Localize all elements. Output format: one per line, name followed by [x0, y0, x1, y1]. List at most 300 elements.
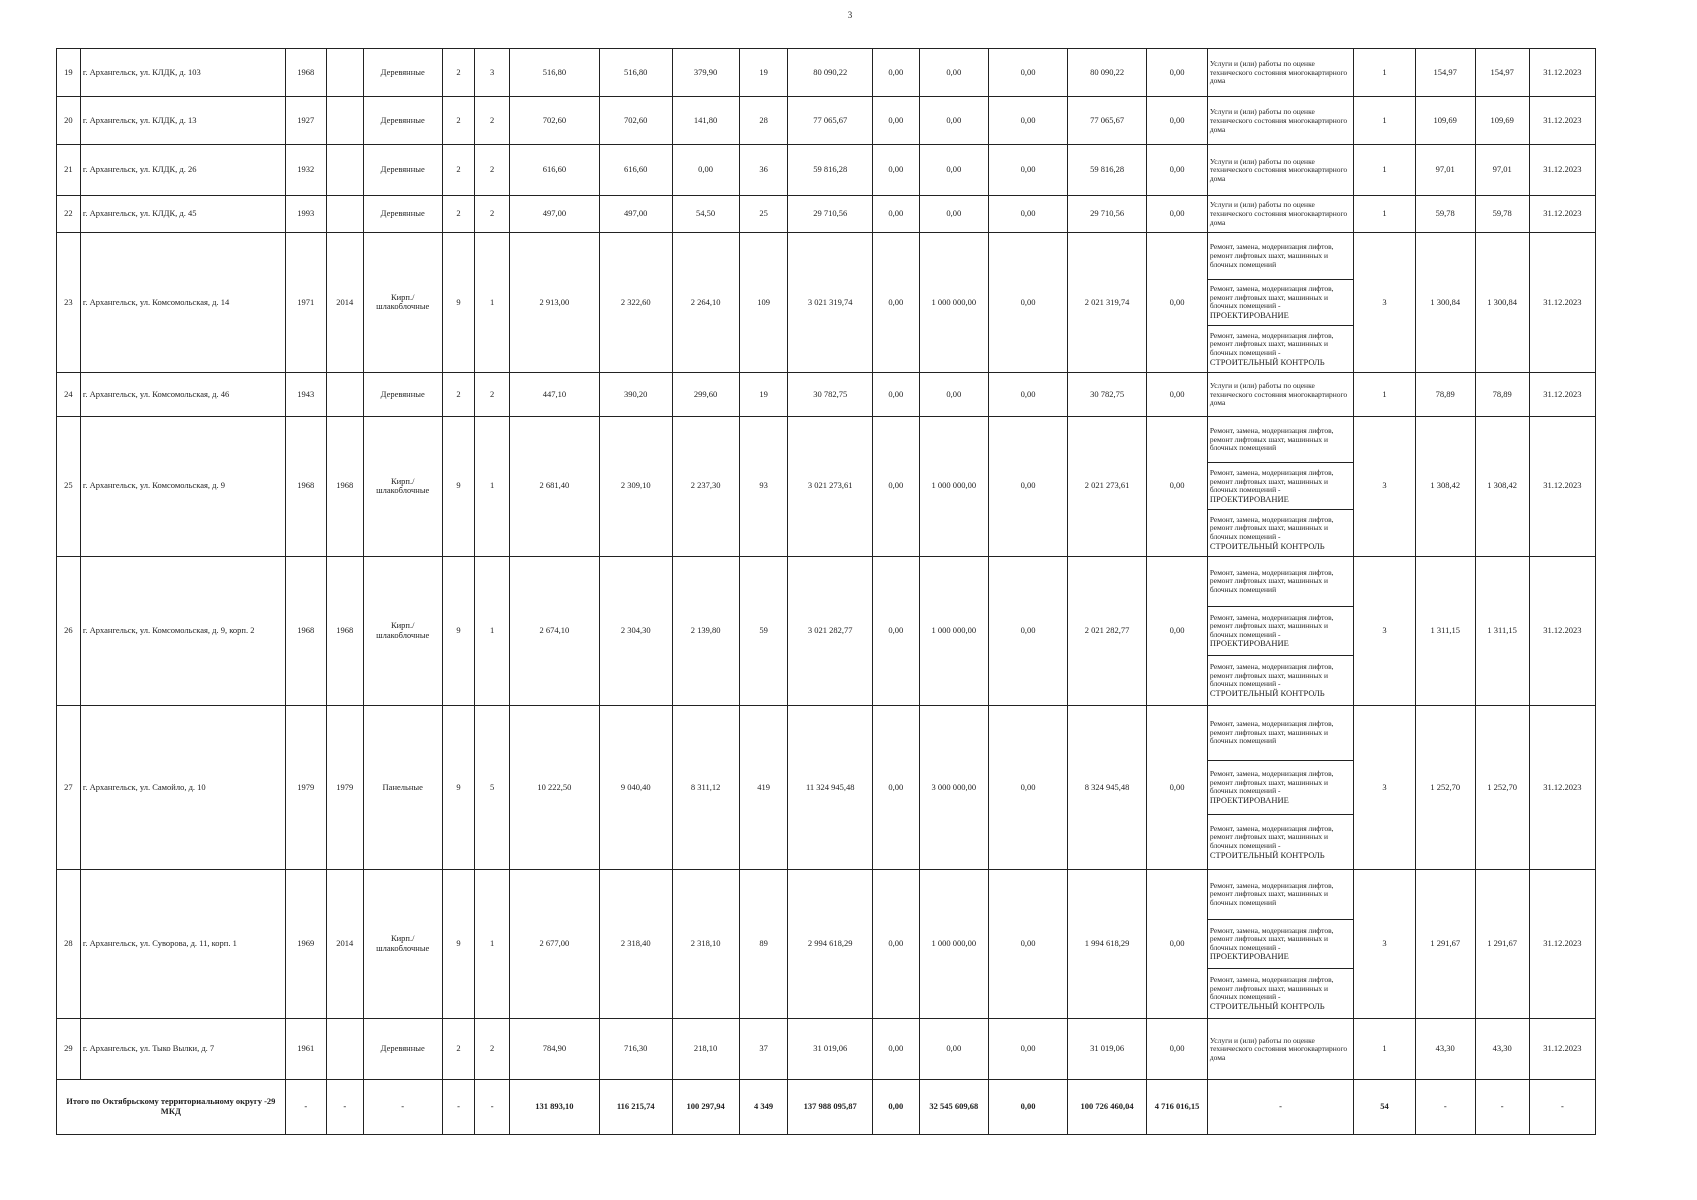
- fund-cell-2: 0,00: [919, 145, 988, 195]
- fund-cell-4: 8 324 945,48: [1068, 705, 1147, 869]
- residential-area-cell: 54,50: [672, 195, 739, 232]
- works-count-cell: 1: [1354, 373, 1416, 417]
- work-item-lift-design: [1208, 463, 1353, 510]
- work-stage-label: СТРОИТЕЛЬНЫЙ КОНТРОЛЬ: [1209, 849, 1325, 860]
- fund-cell-5: 0,00: [1147, 97, 1208, 145]
- address-cell: г. Архангельск, ул. Комсомольская, д. 9: [80, 416, 285, 556]
- total-cost-cell: 30 782,75: [788, 373, 873, 417]
- table-row: [57, 49, 1596, 97]
- fund-cell-4: 29 710,56: [1068, 195, 1147, 232]
- fund-cell-4: 2 021 282,77: [1068, 556, 1147, 705]
- entrances-cell: 2: [475, 97, 510, 145]
- fund-cell-3: 0,00: [988, 1018, 1067, 1079]
- floors-cell: 9: [442, 869, 475, 1018]
- work-item-lift-supervision: [1208, 969, 1353, 1018]
- works-count-cell: 1: [1354, 195, 1416, 232]
- renovation-year-cell: [326, 49, 363, 97]
- total-cost-cell: 3 021 319,74: [788, 232, 873, 372]
- wall-material-cell: Деревянные: [363, 145, 442, 195]
- works-count-cell: 1: [1354, 1018, 1416, 1079]
- residential-area-cell: 141,80: [672, 97, 739, 145]
- row-number: 29: [57, 1018, 81, 1079]
- build-year-cell: 1993: [285, 195, 326, 232]
- total-fund-1: 0,00: [873, 1080, 920, 1135]
- unit-cost-cell: 1 300,84: [1415, 232, 1475, 372]
- fund-cell-3: 0,00: [988, 195, 1067, 232]
- fund-cell-4: 2 021 273,61: [1068, 416, 1147, 556]
- fund-cell-5: 0,00: [1147, 373, 1208, 417]
- works-cell: [1207, 49, 1353, 97]
- total-cost-cell: 3 021 282,77: [788, 556, 873, 705]
- fund-cell-1: 0,00: [873, 1018, 920, 1079]
- address-cell: г. Архангельск, ул. Комсомольская, д. 46: [80, 373, 285, 417]
- total-row: [57, 1080, 1596, 1135]
- residential-area-cell: 8 311,12: [672, 705, 739, 869]
- total-dash: -: [442, 1080, 475, 1135]
- fund-cell-3: 0,00: [988, 49, 1067, 97]
- work-stage-label: СТРОИТЕЛЬНЫЙ КОНТРОЛЬ: [1209, 1001, 1325, 1012]
- build-year-cell: 1969: [285, 869, 326, 1018]
- renovation-year-cell: [326, 145, 363, 195]
- renovation-year-cell: 1968: [326, 556, 363, 705]
- build-year-cell: 1932: [285, 145, 326, 195]
- work-item-lift-repair: Ремонт, замена, модернизация лифтов, ремонт лифтовых шахт, машинных и блочных помещений: [1208, 557, 1353, 607]
- wall-material-cell: Деревянные: [363, 49, 442, 97]
- fund-cell-4: 30 782,75: [1068, 373, 1147, 417]
- work-item-lift-supervision: [1208, 510, 1353, 556]
- work-item-tech-assessment: Услуги и (или) работы по оценке технического состояния многоквартирного дома: [1209, 200, 1348, 227]
- work-text: Ремонт, замена, модернизация лифтов, ремонт лифтовых шахт, машинных и блочных помещений -: [1209, 925, 1334, 952]
- fund-cell-5: 0,00: [1147, 416, 1208, 556]
- works-cell: [1207, 232, 1353, 372]
- wall-material-cell: Панельные: [363, 705, 442, 869]
- fund-cell-3: 0,00: [988, 232, 1067, 372]
- unit-cost-limit-cell: 78,89: [1475, 373, 1529, 417]
- total-area-cell: 516,80: [509, 49, 599, 97]
- unit-cost-cell: 43,30: [1415, 1018, 1475, 1079]
- residents-cell: 109: [739, 232, 788, 372]
- row-number: 26: [57, 556, 81, 705]
- total-dash: -: [326, 1080, 363, 1135]
- works-count-cell: 3: [1354, 416, 1416, 556]
- entrances-cell: 2: [475, 1018, 510, 1079]
- premises-area-cell: 702,60: [599, 97, 672, 145]
- fund-cell-3: 0,00: [988, 556, 1067, 705]
- fund-cell-5: 0,00: [1147, 556, 1208, 705]
- work-item-tech-assessment: Услуги и (или) работы по оценке технического состояния многоквартирного дома: [1209, 156, 1348, 183]
- fund-cell-1: 0,00: [873, 145, 920, 195]
- row-number: 20: [57, 97, 81, 145]
- premises-area-cell: 716,30: [599, 1018, 672, 1079]
- deadline-cell: 31.12.2023: [1529, 416, 1595, 556]
- fund-cell-1: 0,00: [873, 97, 920, 145]
- work-stage-label: ПРОЕКТИРОВАНИЕ: [1209, 493, 1289, 504]
- total-area-cell: 616,60: [509, 145, 599, 195]
- floors-cell: 2: [442, 97, 475, 145]
- table-body: [57, 49, 1596, 1135]
- fund-cell-2: 1 000 000,00: [919, 416, 988, 556]
- work-item-lift-supervision: [1208, 815, 1353, 869]
- floors-cell: 2: [442, 49, 475, 97]
- entrances-cell: 2: [475, 145, 510, 195]
- entrances-cell: 1: [475, 556, 510, 705]
- residential-area-cell: 379,90: [672, 49, 739, 97]
- build-year-cell: 1968: [285, 416, 326, 556]
- work-item-lift-repair: Ремонт, замена, модернизация лифтов, ремонт лифтовых шахт, машинных и блочных помещений: [1208, 870, 1353, 920]
- entrances-cell: 3: [475, 49, 510, 97]
- residential-area-cell: 2 264,10: [672, 232, 739, 372]
- residential-area-cell: 2 237,30: [672, 416, 739, 556]
- fund-cell-1: 0,00: [873, 232, 920, 372]
- table-row: [57, 416, 1596, 556]
- fund-cell-4: 59 816,28: [1068, 145, 1147, 195]
- build-year-cell: 1943: [285, 373, 326, 417]
- renovation-year-cell: 1979: [326, 705, 363, 869]
- work-stage-label: СТРОИТЕЛЬНЫЙ КОНТРОЛЬ: [1209, 688, 1325, 699]
- unit-cost-limit-cell: 1 291,67: [1475, 869, 1529, 1018]
- entrances-cell: 1: [475, 416, 510, 556]
- build-year-cell: 1968: [285, 556, 326, 705]
- fund-cell-2: 0,00: [919, 97, 988, 145]
- fund-cell-4: 31 019,06: [1068, 1018, 1147, 1079]
- total-premises-area: 116 215,74: [599, 1080, 672, 1135]
- table-row: [57, 97, 1596, 145]
- residents-cell: 89: [739, 869, 788, 1018]
- fund-cell-3: 0,00: [988, 97, 1067, 145]
- residents-cell: 93: [739, 416, 788, 556]
- renovation-year-cell: 2014: [326, 869, 363, 1018]
- address-cell: г. Архангельск, ул. Тыко Вылки, д. 7: [80, 1018, 285, 1079]
- renovation-year-cell: 2014: [326, 232, 363, 372]
- total-area-cell: 10 222,50: [509, 705, 599, 869]
- fund-cell-3: 0,00: [988, 145, 1067, 195]
- total-area-cell: 2 677,00: [509, 869, 599, 1018]
- work-item-lift-design: [1208, 280, 1353, 327]
- work-item-lift-design: [1208, 920, 1353, 970]
- work-item-lift-repair: Ремонт, замена, модернизация лифтов, ремонт лифтовых шахт, машинных и блочных помещений: [1208, 417, 1353, 464]
- work-text: Ремонт, замена, модернизация лифтов, ремонт лифтовых шахт, машинных и блочных помещений -: [1209, 662, 1334, 689]
- fund-cell-3: 0,00: [988, 869, 1067, 1018]
- table-row: [57, 373, 1596, 417]
- floors-cell: 2: [442, 1018, 475, 1079]
- wall-material-cell: Кирп./ шлакоблочные: [363, 232, 442, 372]
- total-label: Итого по Октябрьскому территориальному округу -29 МКД: [57, 1080, 286, 1135]
- capital-repair-table: [56, 48, 1596, 1135]
- build-year-cell: 1927: [285, 97, 326, 145]
- table-row: [57, 232, 1596, 372]
- table-row: [57, 705, 1596, 869]
- unit-cost-limit-cell: 1 311,15: [1475, 556, 1529, 705]
- deadline-cell: 31.12.2023: [1529, 1018, 1595, 1079]
- floors-cell: 9: [442, 556, 475, 705]
- table-row: [57, 1018, 1596, 1079]
- address-cell: г. Архангельск, ул. КЛДК, д. 26: [80, 145, 285, 195]
- fund-cell-1: 0,00: [873, 195, 920, 232]
- floors-cell: 2: [442, 145, 475, 195]
- unit-cost-cell: 1 291,67: [1415, 869, 1475, 1018]
- fund-cell-5: 0,00: [1147, 49, 1208, 97]
- unit-cost-limit-cell: 1 252,70: [1475, 705, 1529, 869]
- table-row: [57, 869, 1596, 1018]
- total-area-cell: 2 674,10: [509, 556, 599, 705]
- row-number: 24: [57, 373, 81, 417]
- row-number: 27: [57, 705, 81, 869]
- deadline-cell: 31.12.2023: [1529, 97, 1595, 145]
- residents-cell: 19: [739, 49, 788, 97]
- total-cost-cell: 77 065,67: [788, 97, 873, 145]
- address-cell: г. Архангельск, ул. Комсомольская, д. 9, корп. 2: [80, 556, 285, 705]
- renovation-year-cell: [326, 1018, 363, 1079]
- work-text: Ремонт, замена, модернизация лифтов, ремонт лифтовых шахт, машинных и блочных помещений -: [1209, 823, 1334, 851]
- unit-cost-cell: 1 252,70: [1415, 705, 1475, 869]
- total-dash: -: [1207, 1080, 1353, 1135]
- row-number: 23: [57, 232, 81, 372]
- fund-cell-2: 0,00: [919, 49, 988, 97]
- works-count-cell: 3: [1354, 556, 1416, 705]
- work-item-lift-repair: Ремонт, замена, модернизация лифтов, ремонт лифтовых шахт, машинных и блочных помещений: [1208, 233, 1353, 280]
- works-count-cell: 3: [1354, 705, 1416, 869]
- works-cell: [1207, 145, 1353, 195]
- deadline-cell: 31.12.2023: [1529, 869, 1595, 1018]
- unit-cost-cell: 1 308,42: [1415, 416, 1475, 556]
- unit-cost-limit-cell: 1 308,42: [1475, 416, 1529, 556]
- residents-cell: 36: [739, 145, 788, 195]
- work-item-lift-repair: Ремонт, замена, модернизация лифтов, ремонт лифтовых шахт, машинных и блочных помещений: [1208, 706, 1353, 761]
- premises-area-cell: 497,00: [599, 195, 672, 232]
- deadline-cell: 31.12.2023: [1529, 145, 1595, 195]
- premises-area-cell: 516,80: [599, 49, 672, 97]
- fund-cell-1: 0,00: [873, 49, 920, 97]
- total-residents: 4 349: [739, 1080, 788, 1135]
- row-number: 28: [57, 869, 81, 1018]
- total-cost-cell: 80 090,22: [788, 49, 873, 97]
- residential-area-cell: 299,60: [672, 373, 739, 417]
- total-fund-2: 32 545 609,68: [919, 1080, 988, 1135]
- fund-cell-1: 0,00: [873, 869, 920, 1018]
- work-text: Ремонт, замена, модернизация лифтов, ремонт лифтовых шахт, машинных и блочных помещений -: [1209, 468, 1334, 495]
- entrances-cell: 5: [475, 705, 510, 869]
- premises-area-cell: 616,60: [599, 145, 672, 195]
- works-count-cell: 3: [1354, 869, 1416, 1018]
- fund-cell-5: 0,00: [1147, 145, 1208, 195]
- renovation-year-cell: [326, 195, 363, 232]
- works-cell: [1207, 556, 1353, 705]
- entrances-cell: 1: [475, 869, 510, 1018]
- work-item-lift-design: [1208, 607, 1353, 657]
- fund-cell-2: 3 000 000,00: [919, 705, 988, 869]
- work-text: Ремонт, замена, модернизация лифтов, ремонт лифтовых шахт, машинных и блочных помещений -: [1209, 612, 1334, 639]
- total-cost-cell: 59 816,28: [788, 145, 873, 195]
- residential-area-cell: 218,10: [672, 1018, 739, 1079]
- wall-material-cell: Деревянные: [363, 373, 442, 417]
- deadline-cell: 31.12.2023: [1529, 195, 1595, 232]
- work-stage-label: СТРОИТЕЛЬНЫЙ КОНТРОЛЬ: [1209, 356, 1325, 367]
- total-area-cell: 447,10: [509, 373, 599, 417]
- fund-cell-3: 0,00: [988, 705, 1067, 869]
- wall-material-cell: Кирп./ шлакоблочные: [363, 556, 442, 705]
- total-dash: -: [363, 1080, 442, 1135]
- fund-cell-5: 0,00: [1147, 869, 1208, 1018]
- floors-cell: 9: [442, 416, 475, 556]
- work-item-tech-assessment: Услуги и (или) работы по оценке технического состояния многоквартирного дома: [1209, 380, 1348, 408]
- address-cell: г. Архангельск, ул. КЛДК, д. 13: [80, 97, 285, 145]
- residents-cell: 25: [739, 195, 788, 232]
- floors-cell: 2: [442, 195, 475, 232]
- total-cost-cell: 31 019,06: [788, 1018, 873, 1079]
- wall-material-cell: Деревянные: [363, 97, 442, 145]
- total-residential-area: 100 297,94: [672, 1080, 739, 1135]
- fund-cell-5: 0,00: [1147, 195, 1208, 232]
- premises-area-cell: 9 040,40: [599, 705, 672, 869]
- premises-area-cell: 2 309,10: [599, 416, 672, 556]
- row-number: 19: [57, 49, 81, 97]
- works-cell: [1207, 869, 1353, 1018]
- total-cost: 137 988 095,87: [788, 1080, 873, 1135]
- address-cell: г. Архангельск, ул. Суворова, д. 11, корп. 1: [80, 869, 285, 1018]
- entrances-cell: 2: [475, 195, 510, 232]
- address-cell: г. Архангельск, ул. КЛДК, д. 45: [80, 195, 285, 232]
- floors-cell: 9: [442, 705, 475, 869]
- wall-material-cell: Кирп./ шлакоблочные: [363, 869, 442, 1018]
- renovation-year-cell: 1968: [326, 416, 363, 556]
- fund-cell-1: 0,00: [873, 556, 920, 705]
- work-item-lift-supervision: [1208, 656, 1353, 705]
- total-area-cell: 784,90: [509, 1018, 599, 1079]
- unit-cost-limit-cell: 109,69: [1475, 97, 1529, 145]
- total-area: 131 893,10: [509, 1080, 599, 1135]
- unit-cost-cell: 78,89: [1415, 373, 1475, 417]
- build-year-cell: 1979: [285, 705, 326, 869]
- unit-cost-limit-cell: 97,01: [1475, 145, 1529, 195]
- unit-cost-cell: 59,78: [1415, 195, 1475, 232]
- works-count-cell: 1: [1354, 145, 1416, 195]
- floors-cell: 2: [442, 373, 475, 417]
- row-number: 22: [57, 195, 81, 232]
- renovation-year-cell: [326, 373, 363, 417]
- unit-cost-limit-cell: 43,30: [1475, 1018, 1529, 1079]
- build-year-cell: 1968: [285, 49, 326, 97]
- total-dash: -: [1415, 1080, 1475, 1135]
- residential-area-cell: 2 318,10: [672, 869, 739, 1018]
- works-cell: [1207, 195, 1353, 232]
- fund-cell-3: 0,00: [988, 416, 1067, 556]
- premises-area-cell: 2 304,30: [599, 556, 672, 705]
- wall-material-cell: Деревянные: [363, 1018, 442, 1079]
- residents-cell: 37: [739, 1018, 788, 1079]
- fund-cell-1: 0,00: [873, 705, 920, 869]
- fund-cell-3: 0,00: [988, 373, 1067, 417]
- total-area-cell: 2 913,00: [509, 232, 599, 372]
- work-item-tech-assessment: Услуги и (или) работы по оценке технического состояния многоквартирного дома: [1209, 59, 1348, 86]
- works-cell: [1207, 416, 1353, 556]
- work-text: Ремонт, замена, модернизация лифтов, ремонт лифтовых шахт, машинных и блочных помещений -: [1209, 514, 1334, 541]
- total-cost-cell: 3 021 273,61: [788, 416, 873, 556]
- residential-area-cell: 0,00: [672, 145, 739, 195]
- row-number: 21: [57, 145, 81, 195]
- fund-cell-2: 0,00: [919, 1018, 988, 1079]
- work-stage-label: ПРОЕКТИРОВАНИЕ: [1209, 638, 1289, 649]
- fund-cell-1: 0,00: [873, 416, 920, 556]
- floors-cell: 9: [442, 232, 475, 372]
- total-dash: -: [1529, 1080, 1595, 1135]
- unit-cost-limit-cell: 154,97: [1475, 49, 1529, 97]
- residents-cell: 419: [739, 705, 788, 869]
- wall-material-cell: Кирп./ шлакоблочные: [363, 416, 442, 556]
- entrances-cell: 1: [475, 232, 510, 372]
- wall-material-cell: Деревянные: [363, 195, 442, 232]
- work-stage-label: СТРОИТЕЛЬНЫЙ КОНТРОЛЬ: [1209, 540, 1325, 551]
- fund-cell-2: 0,00: [919, 373, 988, 417]
- residents-cell: 59: [739, 556, 788, 705]
- build-year-cell: 1961: [285, 1018, 326, 1079]
- address-cell: г. Архангельск, ул. Самойло, д. 10: [80, 705, 285, 869]
- fund-cell-4: 77 065,67: [1068, 97, 1147, 145]
- work-text: Ремонт, замена, модернизация лифтов, ремонт лифтовых шахт, машинных и блочных помещений -: [1209, 769, 1334, 796]
- work-stage-label: ПРОЕКТИРОВАНИЕ: [1209, 794, 1289, 805]
- total-cost-cell: 29 710,56: [788, 195, 873, 232]
- unit-cost-cell: 97,01: [1415, 145, 1475, 195]
- unit-cost-cell: 109,69: [1415, 97, 1475, 145]
- residents-cell: 28: [739, 97, 788, 145]
- total-works-count: 54: [1354, 1080, 1416, 1135]
- residents-cell: 19: [739, 373, 788, 417]
- work-item-tech-assessment: Услуги и (или) работы по оценке технического состояния многоквартирного дома: [1209, 107, 1348, 134]
- residential-area-cell: 2 139,80: [672, 556, 739, 705]
- works-count-cell: 1: [1354, 97, 1416, 145]
- page-number: 3: [847, 10, 853, 20]
- work-text: Ремонт, замена, модернизация лифтов, ремонт лифтовых шахт, машинных и блочных помещений -: [1209, 975, 1334, 1002]
- total-area-cell: 497,00: [509, 195, 599, 232]
- premises-area-cell: 2 318,40: [599, 869, 672, 1018]
- work-item-lift-design: [1208, 761, 1353, 816]
- work-text: Ремонт, замена, модернизация лифтов, ремонт лифтовых шахт, машинных и блочных помещений -: [1209, 330, 1334, 358]
- deadline-cell: 31.12.2023: [1529, 232, 1595, 372]
- premises-area-cell: 390,20: [599, 373, 672, 417]
- premises-area-cell: 2 322,60: [599, 232, 672, 372]
- table-row: [57, 556, 1596, 705]
- total-area-cell: 2 681,40: [509, 416, 599, 556]
- works-count-cell: 3: [1354, 232, 1416, 372]
- row-number: 25: [57, 416, 81, 556]
- build-year-cell: 1971: [285, 232, 326, 372]
- works-cell: [1207, 1018, 1353, 1079]
- work-item-lift-supervision: [1208, 326, 1353, 372]
- deadline-cell: 31.12.2023: [1529, 49, 1595, 97]
- address-cell: г. Архангельск, ул. Комсомольская, д. 14: [80, 232, 285, 372]
- fund-cell-5: 0,00: [1147, 232, 1208, 372]
- fund-cell-2: 0,00: [919, 195, 988, 232]
- table-row: [57, 145, 1596, 195]
- fund-cell-5: 0,00: [1147, 705, 1208, 869]
- unit-cost-limit-cell: 59,78: [1475, 195, 1529, 232]
- unit-cost-cell: 154,97: [1415, 49, 1475, 97]
- renovation-year-cell: [326, 97, 363, 145]
- fund-cell-4: 2 021 319,74: [1068, 232, 1147, 372]
- unit-cost-limit-cell: 1 300,84: [1475, 232, 1529, 372]
- work-stage-label: ПРОЕКТИРОВАНИЕ: [1209, 951, 1289, 962]
- total-fund-4: 100 726 460,04: [1068, 1080, 1147, 1135]
- fund-cell-4: 1 994 618,29: [1068, 869, 1147, 1018]
- works-count-cell: 1: [1354, 49, 1416, 97]
- works-cell: [1207, 97, 1353, 145]
- entrances-cell: 2: [475, 373, 510, 417]
- works-cell: [1207, 705, 1353, 869]
- address-cell: г. Архангельск, ул. КЛДК, д. 103: [80, 49, 285, 97]
- work-stage-label: ПРОЕКТИРОВАНИЕ: [1209, 309, 1289, 320]
- work-text: Ремонт, замена, модернизация лифтов, ремонт лифтовых шахт, машинных и блочных помещений -: [1209, 284, 1334, 311]
- fund-cell-5: 0,00: [1147, 1018, 1208, 1079]
- total-fund-5: 4 716 016,15: [1147, 1080, 1208, 1135]
